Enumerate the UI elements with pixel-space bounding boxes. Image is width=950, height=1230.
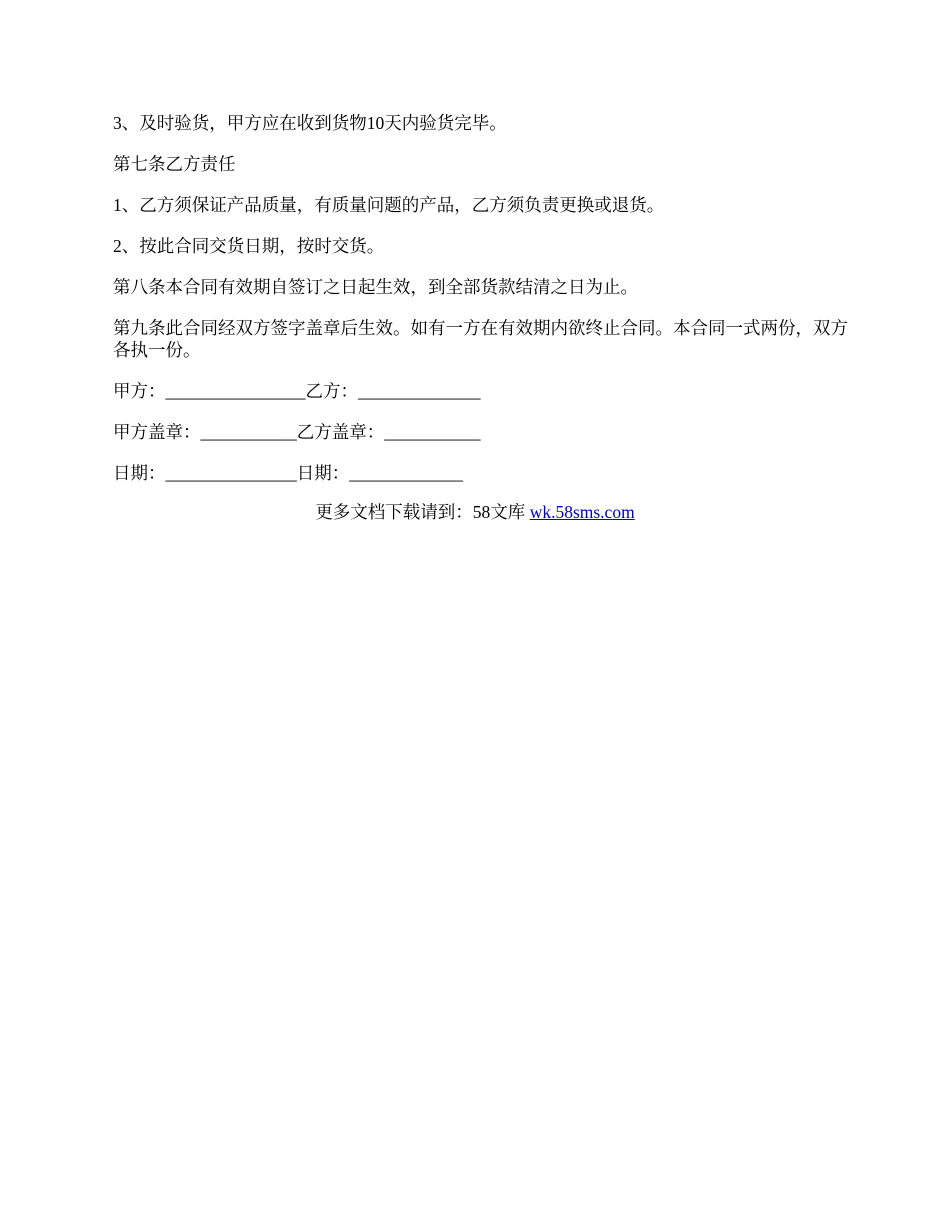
download-footer — [0, 501, 950, 523]
signature-line-dates: 日期：_______________日期：_____________ — [113, 463, 463, 483]
signature-line-parties: 甲方：________________乙方：______________ — [113, 381, 481, 401]
clause-9: 第九条此合同经双方签字盖章后生效。如有一方在有效期内欲终止合同。本合同一式两份，双方各执一份。 — [113, 318, 848, 360]
signature-line-seals: 甲方盖章：___________乙方盖章：___________ — [113, 422, 481, 442]
clause-8: 第八条本合同有效期自签订之日起生效，到全部货款结清之日为止。 — [113, 277, 638, 297]
footer-text: 更多文档下载请到：58文库 — [315, 502, 530, 522]
clause-7-item-1: 1、乙方须保证产品质量，有质量问题的产品，乙方须负责更换或退货。 — [113, 195, 665, 215]
document-body — [113, 112, 853, 503]
clause-6-item-3: 3、及时验货，甲方应在收到货物10天内验货完毕。 — [113, 113, 507, 133]
clause-7-heading: 第七条乙方责任 — [113, 154, 236, 174]
clause-7-item-2: 2、按此合同交货日期，按时交货。 — [113, 236, 385, 256]
footer-link[interactable]: wk.58sms.com — [529, 502, 635, 522]
